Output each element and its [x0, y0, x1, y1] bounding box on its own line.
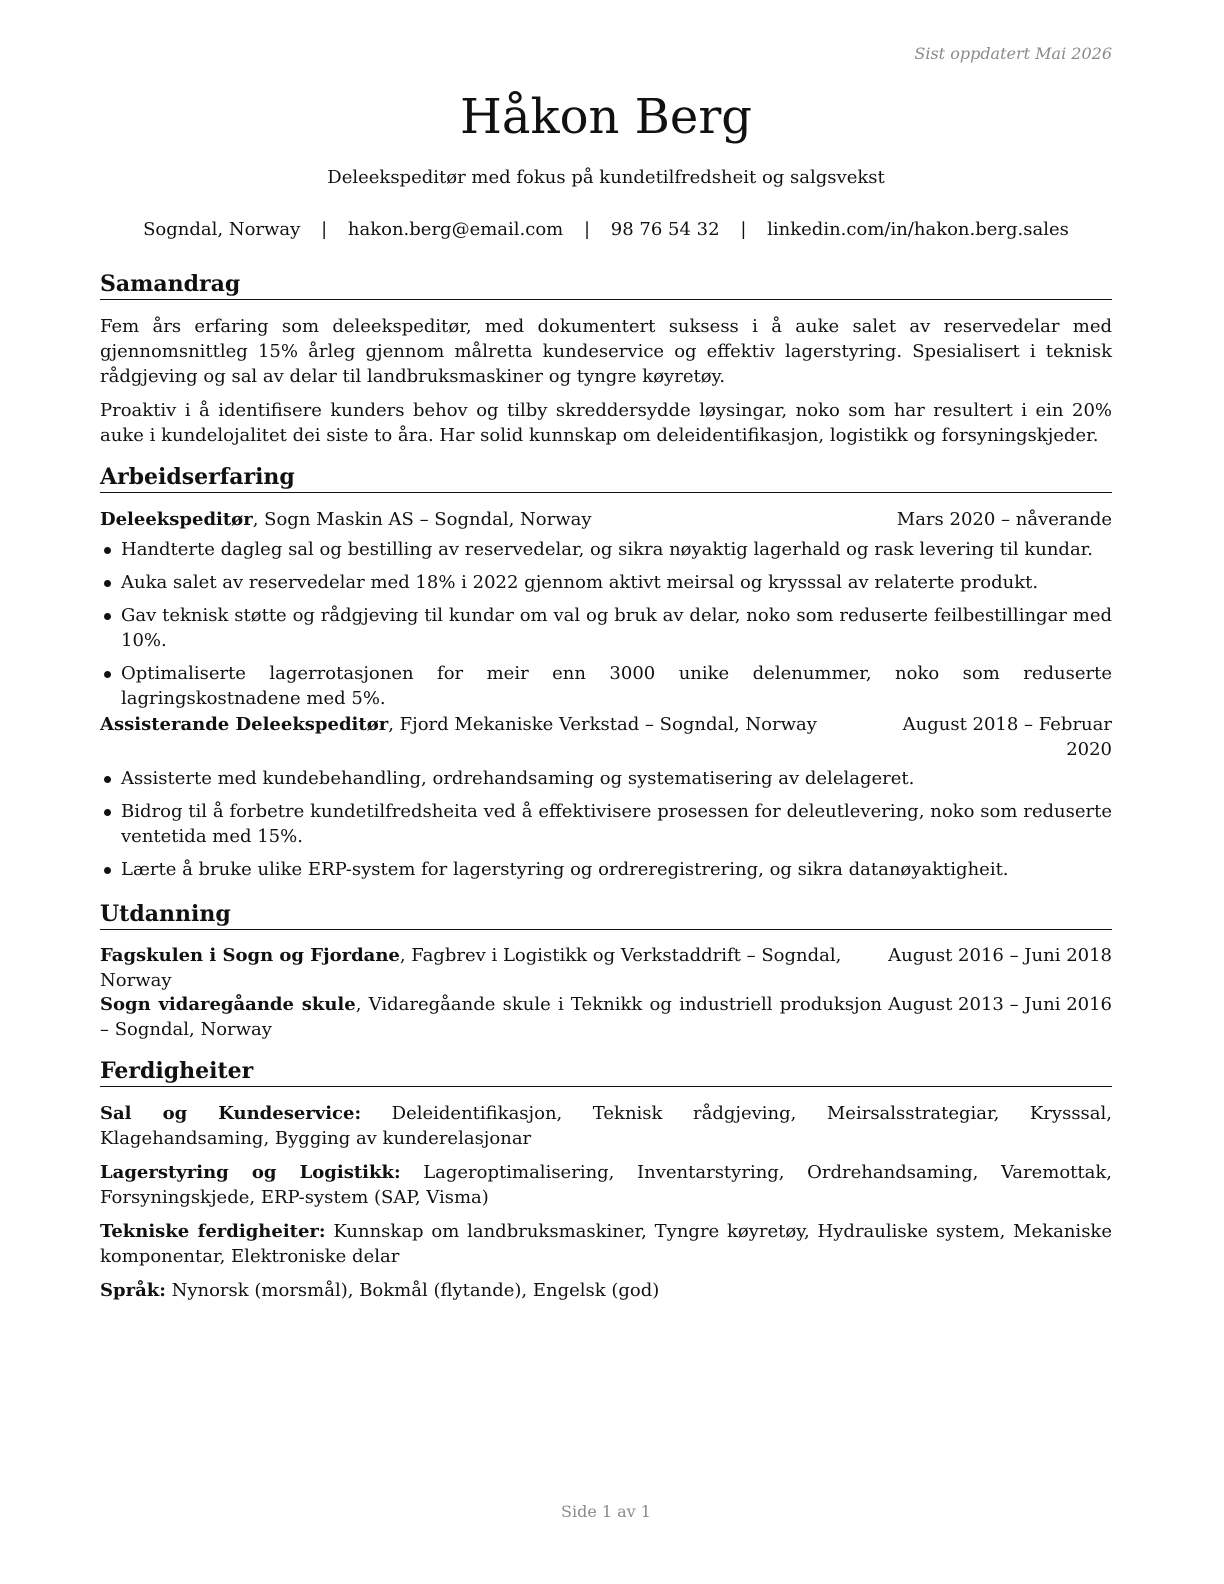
- education-school: Sogn vidaregåande skule: [100, 994, 356, 1015]
- contact-location: Sogndal, Norway: [143, 219, 301, 240]
- list-item: Gav teknisk støtte og rådgjeving til kundar om val og bruk av delar, noko som reduserte feilbestillingar med 10%.: [100, 603, 1112, 653]
- skill-label: Tekniske ferdigheiter:: [100, 1221, 326, 1242]
- education-item: [100, 992, 1112, 1042]
- contact-separator: |: [583, 219, 591, 240]
- list-item: Optimaliserte lagerrotasjonen for meir enn 3000 unike delenummer, noko som reduserte lagringskostnadene med 5%.: [100, 661, 1112, 711]
- skill-text: Nynorsk (morsmål), Bokmål (flytande), Engelsk (god): [165, 1280, 660, 1301]
- tagline: Deleekspeditør med fokus på kundetilfredsheit og salgsvekst: [327, 167, 885, 188]
- skill-group: [100, 1278, 1112, 1303]
- job-bullets: [100, 537, 1112, 719]
- job-heading: [100, 507, 1112, 532]
- education-detail: , Vidaregåande skule i Teknikk og industriell produksjon – Sogndal, Norway: [100, 994, 882, 1040]
- skill-text: Lageroptimalisering, Inventarstyring, Ordrehandsaming, Varemottak, Forsyningskjede, ERP-system (SAP, Visma): [100, 1162, 1113, 1208]
- summary-paragraph: Fem års erfaring som deleekspeditør, med dokumentert suksess i å auke salet av reservedelar med gjennomsnittleg 15% årleg gjennom målretta kundeservice og effektiv lagerstyring. Spesialisert i teknisk rådgjeving og sal av delar til landbruksmaskiner og tyngre køyretøy.: [100, 316, 1112, 387]
- candidate-name: Håkon Berg: [460, 89, 752, 145]
- contact-separator: |: [321, 219, 328, 240]
- skill-group: [100, 1101, 1112, 1151]
- job-company: , Sogn Maskin AS – Sogndal, Norway: [252, 509, 592, 530]
- contact-line: [100, 219, 1112, 240]
- contact-separator: |: [740, 219, 747, 240]
- list-item: Assisterte med kundebehandling, ordrehandsaming og systematisering av delelageret.: [100, 766, 1112, 791]
- last-updated: Sist oppdatert Mai 2026: [914, 44, 1112, 63]
- list-item: Bidrog til å forbetre kundetilfredsheita ved å effektivisere prosessen for deleutlevering, noko som reduserte ventetida med 15%.: [100, 799, 1112, 849]
- skill-text: Kunnskap om landbruksmaskiner, Tyngre køyretøy, Hydrauliske system, Mekaniske komponentar, Elektroniske delar: [100, 1221, 1112, 1267]
- job-date: Mars 2020 – nåverande: [896, 509, 1112, 530]
- skill-label: Lagerstyring og Logistikk:: [100, 1162, 401, 1183]
- job-date: August 2018 – Februar 2020: [902, 714, 1112, 760]
- skill-group: [100, 1219, 1112, 1269]
- job-company: , Fjord Mekaniske Verkstad – Sogndal, Norway: [388, 714, 817, 735]
- contact-linkedin[interactable]: linkedin.com/in/hakon.berg.sales: [767, 219, 1069, 240]
- education-detail: , Fagbrev i Logistikk og Verkstaddrift – Sogndal, Norway: [100, 945, 842, 991]
- job-role: Deleekspeditør: [100, 509, 253, 530]
- section-title-education: Utdanning: [100, 900, 1112, 930]
- skill-group: [100, 1160, 1112, 1210]
- list-item: Handterte dagleg sal og bestilling av reservedelar, og sikra nøyaktig lagerhald og rask levering til kundar.: [100, 537, 1112, 562]
- list-item: Auka salet av reservedelar med 18% i 2022 gjennom aktivt meirsal og krysssal av relaterte produkt.: [100, 570, 1112, 595]
- education-school: Fagskulen i Sogn og Fjordane: [100, 945, 400, 966]
- list-item: Lærte å bruke ulike ERP-system for lagerstyring og ordreregistrering, og sikra datanøyaktigheit.: [100, 857, 1112, 882]
- skill-label: Språk:: [100, 1280, 166, 1301]
- job-bullets: [100, 766, 1112, 890]
- education-item: [100, 943, 1112, 993]
- skill-label: Sal og Kundeservice:: [100, 1103, 362, 1124]
- job-role: Assisterande Deleekspeditør: [100, 714, 389, 735]
- contact-phone: 98 76 54 32: [610, 219, 720, 240]
- section-title-skills: Ferdigheiter: [100, 1057, 1112, 1087]
- resume-page: [100, 0, 1112, 1584]
- section-title-experience: Arbeidserfaring: [100, 463, 1112, 493]
- job-heading: [100, 712, 1112, 760]
- summary-paragraph: Proaktiv i å identifisere kunders behov og tilby skreddersydde løysingar, noko som har resultert i ein 20% auke i kundelojalitet dei siste to åra. Har solid kunnskap om deleidentifikasjon, logistikk og forsyningskjeder.: [100, 400, 1112, 446]
- contact-email[interactable]: hakon.berg@email.com: [347, 219, 564, 240]
- education-date: August 2016 – Juni 2018: [888, 945, 1112, 966]
- skill-text: Deleidentifikasjon, Teknisk rådgjeving, Meirsalsstrategiar, Krysssal, Klagehandsaming, Bygging av kunderelasjonar: [100, 1103, 1113, 1149]
- education-date: August 2013 – Juni 2016: [888, 994, 1112, 1015]
- page-footer: Side 1 av 1: [561, 1502, 651, 1521]
- section-title-summary: Samandrag: [100, 270, 1112, 300]
